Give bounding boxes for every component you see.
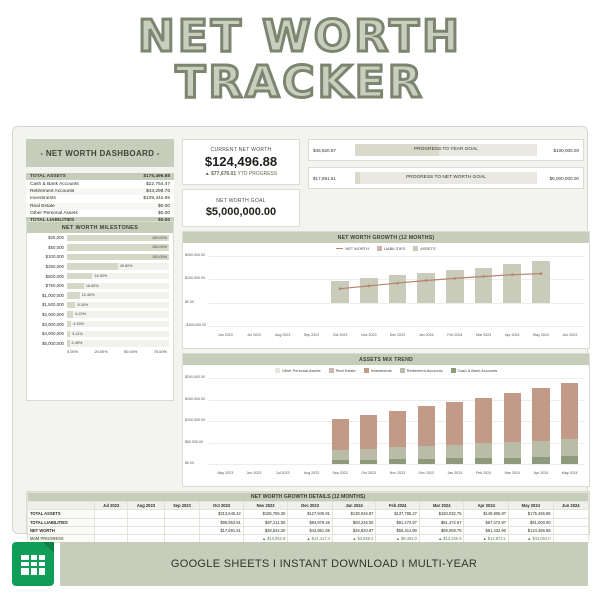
footer-text: GOOGLE SHEETS I INSTANT DOWNLOAD I MULTI-YEAR <box>60 542 588 586</box>
asset-value: $0.00 <box>157 203 170 209</box>
axis-tick: 50.00% <box>124 349 138 355</box>
footer-bar <box>12 540 588 588</box>
asset-label: Real Estate <box>30 203 55 209</box>
milestone-label: $2,000,000 <box>42 312 64 318</box>
milestones-title: NET WORTH MILESTONES <box>27 222 173 233</box>
x-axis-tick: Aug 2023 <box>275 333 291 337</box>
asset-value: $109,442.65 <box>143 196 170 202</box>
table-cell <box>95 510 128 518</box>
y-axis-tick: $0.00 <box>185 299 194 304</box>
table-cell: $150,032.75 <box>419 510 464 518</box>
milestone-pct: 24.90% <box>94 273 108 278</box>
table-row <box>26 195 174 202</box>
table-cell: $124,496.88 <box>509 526 554 534</box>
assets-header-label: TOTAL ASSETS <box>30 174 66 180</box>
row-header: NET WORTH <box>28 526 95 534</box>
chart-bar-segment <box>561 439 578 457</box>
milestone-bar <box>67 321 169 327</box>
row-header: MoM PROGRESS <box>28 534 95 542</box>
table-cell <box>128 526 164 534</box>
chart-bar-segment <box>475 458 492 464</box>
x-axis-tick: Jun 2023 <box>217 333 233 337</box>
column-header: Jun 2024 <box>553 502 588 510</box>
assets-mix-plot <box>183 374 589 476</box>
milestone-row <box>27 281 173 291</box>
milestone-pct: 3.11% <box>72 331 83 336</box>
milestone-bar <box>67 292 169 298</box>
milestone-pct: 4.15% <box>73 321 84 326</box>
table-cell: $28,544.30 <box>243 526 288 534</box>
asset-label: Retirement Accounts <box>30 188 75 194</box>
chart-bar-segment <box>389 447 406 459</box>
progress-to-net-worth-goal <box>308 167 584 189</box>
axis-tick: 0.00% <box>67 349 79 355</box>
table-cell <box>164 510 200 518</box>
y-axis-tick: $200,000.00 <box>185 253 205 257</box>
table-cell: ▲ $9,492.0 <box>376 534 420 542</box>
table-cell: ▲ $12,246.9 <box>419 534 464 542</box>
chart-bar-segment <box>446 402 463 445</box>
milestone-label: $25,000 <box>48 235 64 241</box>
x-axis-tick: Jan 2024 <box>447 471 463 475</box>
table-cell: $17,691.51 <box>200 526 244 534</box>
asset-label: Other Personal Assets <box>30 211 78 217</box>
growth-chart-legend <box>183 243 589 252</box>
column-header: Aug 2023 <box>128 502 164 510</box>
table-cell: $148,905.87 <box>464 510 509 518</box>
table-cell: $56,312.90 <box>376 526 420 534</box>
milestone-label: $4,000,000 <box>42 331 64 337</box>
x-axis-tick: Dec 2023 <box>389 333 406 337</box>
milestone-pct: 100.00% <box>152 254 167 259</box>
chart-bar-segment <box>360 460 377 464</box>
ytd-delta: ▲ $77,676.01 <box>204 171 237 177</box>
table-cell <box>553 518 588 526</box>
table-cell: ▲ $10,852.8 <box>243 534 288 542</box>
milestone-pct: 2.49% <box>71 341 83 346</box>
table-cell: $83,226.00 <box>332 518 376 526</box>
legend-liabilities: LIABILITIES <box>377 246 405 251</box>
x-axis-tick: Dec 2023 <box>418 471 434 475</box>
assets-mix-legend <box>183 365 589 374</box>
title-line-1: NET WORTH <box>138 10 462 62</box>
table-cell: $105,755.35 <box>243 510 288 518</box>
table-row <box>26 210 174 217</box>
chart-bar-segment <box>332 460 349 464</box>
chart-bar-segment <box>446 445 463 459</box>
net-worth-milestones-panel <box>26 221 174 401</box>
table-cell: ▲ $43,064.0 <box>509 534 554 542</box>
column-header: Dec 2023 <box>288 502 333 510</box>
axis-tick: 75.00% <box>153 349 167 355</box>
asset-value: $22,754.47 <box>145 181 170 187</box>
milestone-fill <box>67 311 73 317</box>
x-axis-tick: Jul 2023 <box>275 471 290 475</box>
milestone-pct: 16.60% <box>85 283 99 288</box>
table-cell <box>553 526 588 534</box>
table-cell: $95,953.91 <box>200 518 244 526</box>
detail-table <box>27 492 589 543</box>
table-cell: $42,961.65 <box>288 526 333 534</box>
table-row <box>28 518 589 526</box>
milestones-axis <box>27 348 173 354</box>
x-axis-tick: May 2023 <box>217 471 234 475</box>
spreadsheet-window <box>12 126 588 542</box>
table-cell: $137,785.27 <box>376 510 420 518</box>
column-header: Oct 2023 <box>200 502 244 510</box>
milestone-bar <box>67 263 169 269</box>
assets-header-value: $175,496.88 <box>143 174 170 180</box>
milestone-row <box>27 271 173 281</box>
progress-total-label: PROGRESS TO NET WORTH GOAL <box>406 175 486 180</box>
table-cell: $51,000.00 <box>509 518 554 526</box>
chart-bar-segment <box>504 393 521 442</box>
milestone-bar <box>67 273 169 279</box>
milestone-label: $5,000,000 <box>42 340 64 346</box>
milestone-row <box>27 243 173 253</box>
growth-details-table <box>26 491 590 542</box>
net-worth-goal-card <box>182 189 300 227</box>
milestone-label: $1,500,000 <box>42 302 64 308</box>
chart-bar-segment <box>504 458 521 464</box>
chart-bar-segment <box>389 459 406 464</box>
table-cell: $84,979.26 <box>288 518 333 526</box>
x-axis-tick: Jun 2023 <box>246 471 262 475</box>
chart-bar-segment <box>475 398 492 444</box>
table-cell <box>128 518 164 526</box>
table-cell: $81,472.97 <box>376 518 420 526</box>
net-worth-growth-chart <box>182 231 590 349</box>
chart-bar-segment <box>504 442 521 457</box>
y-axis-tick: -$100,000.00 <box>185 323 207 327</box>
progress-total-right: $5,000,000.00 <box>549 175 579 181</box>
table-cell: $68,559.78 <box>419 526 464 534</box>
milestone-row <box>27 329 173 339</box>
legend-net-worth: NET WORTH <box>336 246 368 251</box>
table-row <box>28 526 589 534</box>
milestone-bar <box>67 283 169 289</box>
x-axis-tick: Jun 2024 <box>562 333 578 337</box>
column-header: Nov 2023 <box>243 502 288 510</box>
table-row <box>28 510 589 518</box>
y-axis-tick: $100,000.00 <box>185 276 205 281</box>
legend-cash-bank: Cash & Bank Accounts <box>451 368 498 373</box>
row-header: TOTAL LIABILITIES <box>28 518 95 526</box>
y-axis-tick: $50,000.00 <box>185 439 203 444</box>
table-row <box>26 203 174 210</box>
table-cell <box>553 510 588 518</box>
x-axis-tick: Sep 2023 <box>332 471 348 475</box>
milestone-label: $750,000 <box>45 283 64 289</box>
y-axis-tick: $0.00 <box>185 461 194 465</box>
current-net-worth-value: $124,496.88 <box>204 154 278 169</box>
google-sheets-icon <box>12 542 54 586</box>
chart-bar-segment <box>532 457 549 464</box>
current-net-worth-card <box>182 139 300 185</box>
milestone-bar <box>67 302 169 308</box>
milestone-pct: 12.45% <box>81 293 95 298</box>
milestone-pct: 100.00% <box>152 245 167 250</box>
table-cell: $67,472.97 <box>464 518 509 526</box>
chart-bar-segment <box>418 406 435 446</box>
milestone-fill <box>67 292 80 298</box>
asset-label: Cash & Bank Accounts <box>30 181 79 187</box>
detail-title: NET WORTH GROWTH DETAILS (12 MONTHS) <box>28 493 589 502</box>
asset-value: $0.00 <box>157 211 170 217</box>
milestone-pct: 6.22% <box>75 312 87 317</box>
column-header: Apr 2024 <box>464 502 509 510</box>
chart-bar-segment <box>332 450 349 460</box>
chart-bar-segment <box>475 443 492 458</box>
milestone-bar <box>67 235 169 241</box>
milestone-bar <box>67 340 169 346</box>
progress-to-year-goal <box>308 139 584 161</box>
chart-bar-segment <box>389 411 406 448</box>
milestone-fill <box>67 283 84 289</box>
current-net-worth-caption: CURRENT NET WORTH <box>210 147 272 153</box>
x-axis-tick: Oct 2023 <box>361 471 377 475</box>
table-cell <box>95 526 128 534</box>
milestone-bar <box>67 244 169 250</box>
legend-retirement-accounts: Retirement Accounts <box>400 368 443 373</box>
x-axis-tick: Oct 2023 <box>332 333 348 337</box>
icon-fold <box>43 542 54 553</box>
asset-label: Investments <box>30 196 56 202</box>
milestone-row <box>27 300 173 310</box>
milestone-row <box>27 252 173 262</box>
column-header: Sep 2023 <box>164 502 200 510</box>
dashboard-header: - NET WORTH DASHBOARD - <box>26 139 174 167</box>
milestone-bar <box>67 311 169 317</box>
progress-total-left: $17,891.51 <box>313 175 336 181</box>
progress-year-left: $46,820.87 <box>313 147 336 153</box>
chart-bar-segment <box>532 388 549 440</box>
milestone-label: $3,000,000 <box>42 321 64 327</box>
net-worth-goal-caption: NET WORTH GOAL <box>216 198 266 204</box>
net-worth-line <box>183 252 589 338</box>
x-axis-tick: Jul 2023 <box>247 333 261 337</box>
milestone-label: $250,000 <box>45 264 64 270</box>
table-cell <box>164 518 200 526</box>
milestone-fill <box>67 321 71 327</box>
table-cell: $130,046.87 <box>332 510 376 518</box>
gridline <box>209 378 585 379</box>
assets-header-row <box>26 173 174 180</box>
growth-chart-plot <box>183 252 589 338</box>
milestone-fill <box>67 273 92 279</box>
table-cell: $81,432.90 <box>464 526 509 534</box>
assets-summary-table <box>26 173 174 225</box>
net-worth-goal-value: $5,000,000.00 <box>205 206 277 218</box>
column-header: Jul 2023 <box>95 502 128 510</box>
current-net-worth-delta <box>205 171 277 177</box>
milestone-row <box>27 262 173 272</box>
table-cell: ▲ $14,417.4 <box>288 534 333 542</box>
growth-chart-title: NET WORTH GROWTH (12 MONTHS) <box>183 232 589 243</box>
milestone-row <box>27 291 173 301</box>
gridline <box>209 464 585 465</box>
row-header: TOTAL ASSETS <box>28 510 95 518</box>
milestones-rows <box>27 233 173 348</box>
x-axis-tick: Nov 2023 <box>361 333 377 337</box>
table-cell: $127,940.91 <box>288 510 333 518</box>
x-axis-tick: Mar 2024 <box>475 333 492 337</box>
milestone-fill <box>67 340 70 346</box>
chart-bar-segment <box>360 449 377 460</box>
chart-bar-segment <box>418 446 435 459</box>
milestone-pct: 100.00% <box>152 235 167 240</box>
progress-year-label: PROGRESS TO YEAR GOAL <box>414 147 478 152</box>
milestone-label: $500,000 <box>45 273 64 279</box>
table-row <box>26 188 174 195</box>
y-axis-tick: $200,000.00 <box>185 375 205 379</box>
x-axis-tick: Sep 2023 <box>303 333 320 337</box>
table-cell <box>128 510 164 518</box>
milestone-pct: 8.30% <box>77 302 89 307</box>
x-axis-tick: Aug 2023 <box>303 471 320 475</box>
milestone-fill <box>67 302 75 308</box>
chart-bar-segment <box>360 415 377 449</box>
milestone-label: $50,000 <box>48 244 64 250</box>
table-cell: $87,211.05 <box>243 518 288 526</box>
table-cell <box>164 526 200 534</box>
milestone-label: $100,000 <box>45 254 64 260</box>
chart-bar-segment <box>561 383 578 439</box>
ytd-delta-note: YTD PROGRESS <box>237 171 278 177</box>
axis-tick: 20.00% <box>94 349 108 355</box>
icon-grid <box>21 555 45 575</box>
milestone-fill <box>67 331 70 337</box>
table-cell: $175,496.88 <box>509 510 554 518</box>
chart-bar-segment <box>332 419 349 450</box>
table-cell <box>95 518 128 526</box>
x-axis-tick: Apr 2024 <box>504 333 520 337</box>
assets-mix-title: ASSETS MIX TREND <box>183 354 589 365</box>
gridline <box>209 400 585 401</box>
page-title <box>0 4 600 116</box>
legend-other-personal-assets: Other Personal Assets <box>275 368 321 373</box>
x-axis-tick: Nov 2023 <box>389 471 406 475</box>
asset-value: $43,299.76 <box>145 188 170 194</box>
x-axis-tick: May 2024 <box>561 471 578 475</box>
column-header: May 2024 <box>509 502 554 510</box>
legend-investments: Investments <box>364 368 392 373</box>
milestone-row <box>27 319 173 329</box>
table-cell: ▲ $3,859.2 <box>332 534 376 542</box>
x-axis-tick: May 2024 <box>533 333 549 337</box>
milestone-pct: 49.80% <box>119 264 133 269</box>
column-header: Jan 2024 <box>332 502 376 510</box>
chart-bar-segment <box>418 459 435 464</box>
milestone-row <box>27 339 173 349</box>
legend-real-estate: Real Estate <box>329 368 356 373</box>
x-axis-tick: Apr 2024 <box>533 471 549 475</box>
chart-bar-segment <box>561 456 578 464</box>
milestone-bar <box>67 254 169 260</box>
milestone-row <box>27 310 173 320</box>
column-header: Feb 2024 <box>376 502 420 510</box>
title-line-2: TRACKER <box>175 57 425 108</box>
milestone-fill <box>67 263 118 269</box>
y-axis-tick: $100,000.00 <box>185 418 205 422</box>
milestone-label: $1,000,000 <box>42 292 64 298</box>
x-axis-tick: Feb 2024 <box>475 471 492 475</box>
table-cell: $81,472.97 <box>419 518 464 526</box>
legend-assets: ASSETS <box>413 246 435 251</box>
x-axis-tick: Jan 2024 <box>418 333 434 337</box>
chart-bar-segment <box>446 458 463 464</box>
table-cell: ▲ $12,873.1 <box>464 534 509 542</box>
milestone-bar <box>67 331 169 337</box>
table-cell: $46,820.87 <box>332 526 376 534</box>
column-header: Mar 2024 <box>419 502 464 510</box>
assets-mix-trend-chart <box>182 353 590 487</box>
x-axis-tick: Feb 2024 <box>447 333 463 337</box>
chart-bar-segment <box>532 441 549 457</box>
progress-year-right: $100,000.00 <box>553 147 579 153</box>
column-header <box>28 502 95 510</box>
milestone-row <box>27 233 173 243</box>
table-cell: $313,645.42 <box>200 510 244 518</box>
x-axis-tick: Mar 2024 <box>504 471 520 475</box>
y-axis-tick: $150,000.00 <box>185 396 205 401</box>
table-row <box>26 180 174 187</box>
